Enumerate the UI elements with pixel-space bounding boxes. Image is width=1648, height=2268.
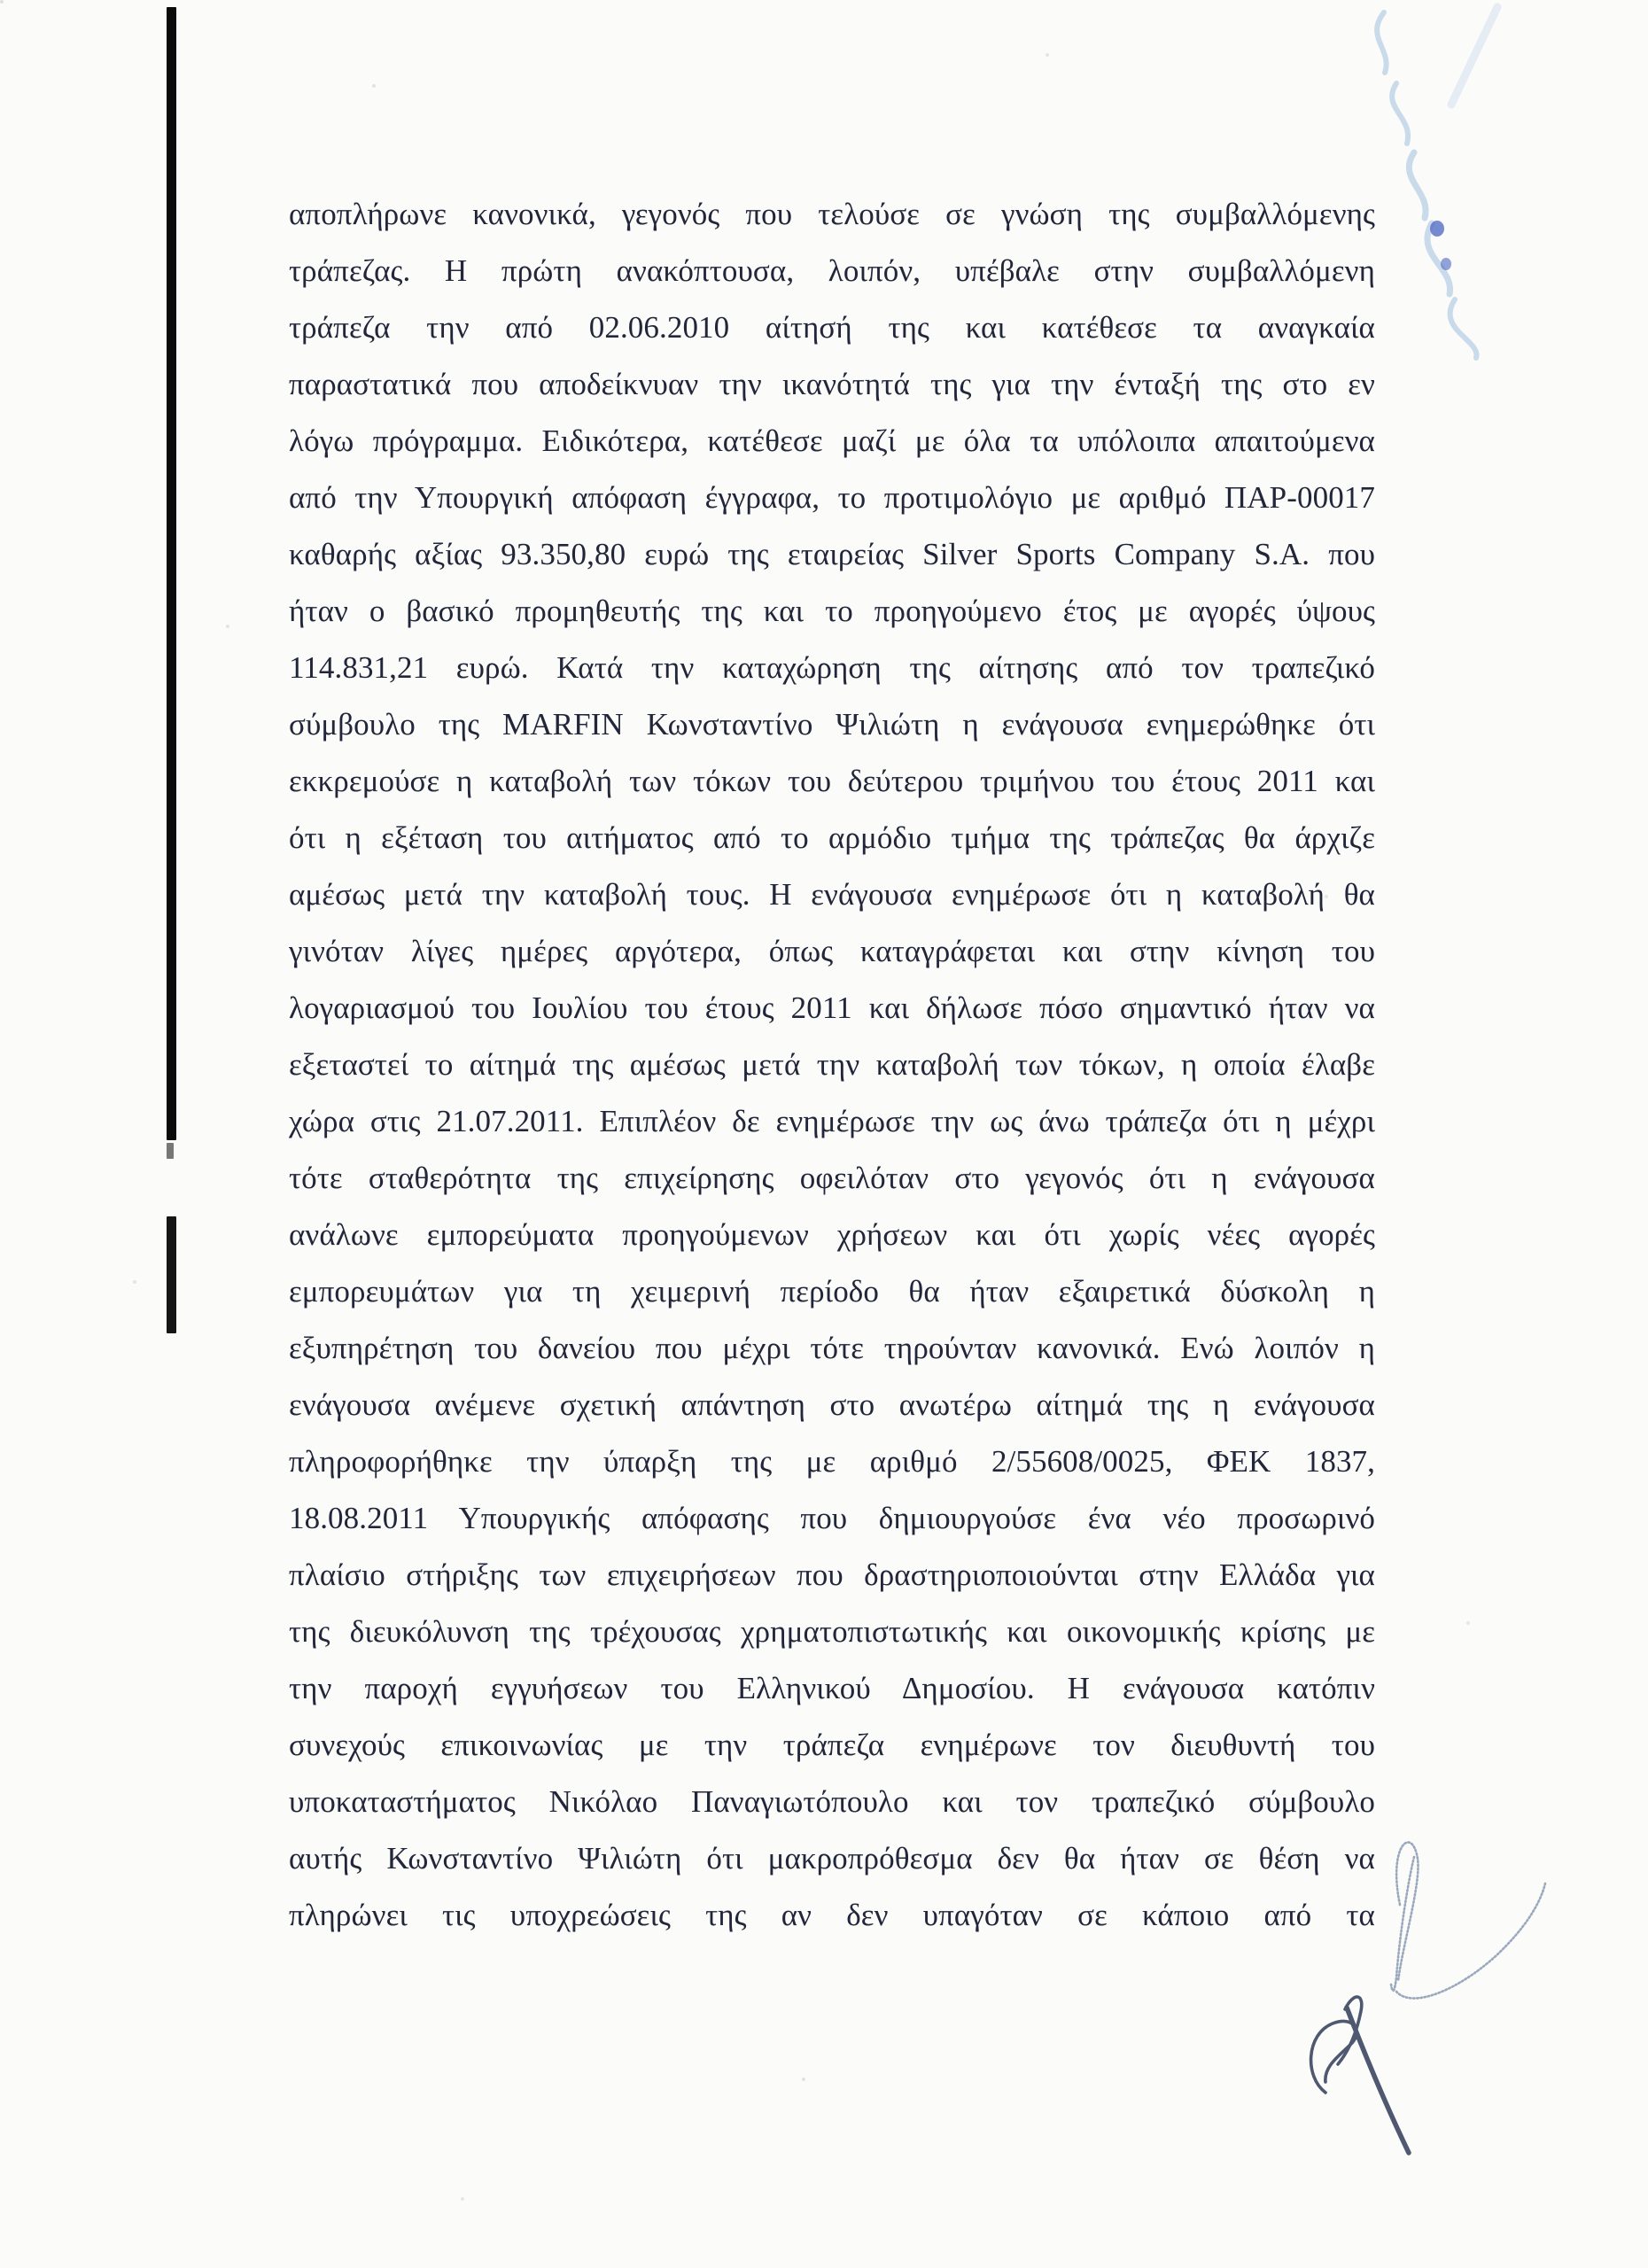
- text-line: εκκρεμούσε η καταβολή των τόκων του δεύτερου τριμήνου του έτους 2011 και: [289, 764, 1375, 798]
- text-line: ότι η εξέταση του αιτήματος από το αρμόδιο τμήμα της τράπεζας θα άρχιζε: [289, 820, 1375, 855]
- text-line: λόγω πρόγραμμα. Ειδικότερα, κατέθεσε μαζί με όλα τα υπόλοιπα απαιτούμενα: [289, 423, 1375, 458]
- text-line: αμέσως μετά την καταβολή τους. Η ενάγουσα ενημέρωσε ότι η καταβολή θα: [289, 877, 1375, 912]
- text-line: γινόταν λίγες ημέρες αργότερα, όπως καταγράφεται και στην κίνηση του: [289, 934, 1375, 968]
- text-line: τράπεζας. Η πρώτη ανακόπτουσα, λοιπόν, υπέβαλε στην συμβαλλόμενη: [289, 253, 1375, 288]
- text-line: χώρα στις 21.07.2011. Επιπλέον δε ενημέρωσε την ως άνω τράπεζα ότι η μέχρι: [289, 1104, 1375, 1138]
- text-line: από την Υπουργική απόφαση έγγραφα, το προτιμολόγιο με αριθμό ΠΑΡ-00017: [289, 480, 1375, 515]
- text-line: αυτής Κωνσταντίνο Ψιλιώτη ότι μακροπρόθεσμα δεν θα ήταν σε θέση να: [289, 1841, 1375, 1876]
- scan-noise-specks: [0, 0, 4, 4]
- scan-edge-artifact-lower: [167, 1216, 176, 1333]
- text-line: ανάλωνε εμπορεύματα προηγούμενων χρήσεων και ότι χωρίς νέες αγορές: [289, 1217, 1375, 1252]
- text-line: 114.831,21 ευρώ. Κατά την καταχώρηση της αίτησης από τον τραπεζικό: [289, 650, 1375, 685]
- scan-edge-artifact-top: [167, 7, 176, 1140]
- document-text: [289, 186, 1375, 1944]
- text-line: λογαριασμού του Ιουλίου του έτους 2011 και δήλωσε πόσο σημαντικό ήταν να: [289, 990, 1375, 1025]
- text-line: εμπορευμάτων για τη χειμερινή περίοδο θα ήταν εξαιρετικά δύσκολη η: [289, 1274, 1375, 1309]
- text-line: τότε σταθερότητα της επιχείρησης οφειλόταν στο γεγονός ότι η ενάγουσα: [289, 1161, 1375, 1195]
- scan-edge-artifact-middle: [167, 1143, 174, 1159]
- text-line: καθαρής αξίας 93.350,80 ευρώ της εταιρείας Silver Sports Company S.A. που: [289, 537, 1375, 571]
- text-line: πληροφορήθηκε την ύπαρξη της με αριθμό 2/55608/0025, ΦΕΚ 1837,: [289, 1444, 1375, 1479]
- text-line: αποπλήρωνε κανονικά, γεγονός που τελούσε σε γνώση της συμβαλλόμενης: [289, 197, 1375, 231]
- text-line: τράπεζα την από 02.06.2010 αίτησή της και κατέθεσε τα αναγκαία: [289, 310, 1375, 345]
- text-line: ήταν ο βασικό προμηθευτής της και το προηγούμενο έτος με αγορές ύψους: [289, 594, 1375, 628]
- text-line: την παροχή εγγυήσεων του Ελληνικού Δημοσίου. Η ενάγουσα κατόπιν: [289, 1671, 1375, 1705]
- text-line: σύμβουλο της MARFIN Κωνσταντίνο Ψιλιώτη η ενάγουσα ενημερώθηκε ότι: [289, 707, 1375, 742]
- text-line: πλαίσιο στήριξης των επιχειρήσεων που δραστηριοποιούνται στην Ελλάδα για: [289, 1557, 1375, 1592]
- text-line: 18.08.2011 Υπουργικής απόφασης που δημιουργούσε ένα νέο προσωρινό: [289, 1501, 1375, 1535]
- text-line: εξυπηρέτηση του δανείου που μέχρι τότε τηρούνταν κανονικά. Ενώ λοιπόν η: [289, 1331, 1375, 1365]
- text-line: ενάγουσα ανέμενε σχετική απάντηση στο ανωτέρω αίτημά της η ενάγουσα: [289, 1387, 1375, 1422]
- signature-dark-stroke: [1311, 1997, 1409, 2153]
- text-line: της διευκόλυνση της τρέχουσας χρηματοπιστωτικής και οικονομικής κρίσης με: [289, 1614, 1375, 1649]
- text-line: πληρώνει τις υποχρεώσεις της αν δεν υπαγόταν σε κάποιο από τα: [289, 1898, 1375, 1932]
- text-line: συνεχούς επικοινωνίας με την τράπεζα ενημέρωνε τον διευθυντή του: [289, 1728, 1375, 1762]
- text-line: εξεταστεί το αίτημά της αμέσως μετά την καταβολή των τόκων, η οποία έλαβε: [289, 1047, 1375, 1082]
- text-line: υποκαταστήματος Νικόλαο Παναγιωτόπουλο και τον τραπεζικό σύμβουλο: [289, 1784, 1375, 1819]
- text-line: παραστατικά που αποδείκνυαν την ικανότητά της για την ένταξή της στο εν: [289, 367, 1375, 401]
- signature-light-stroke: [1391, 1842, 1545, 1998]
